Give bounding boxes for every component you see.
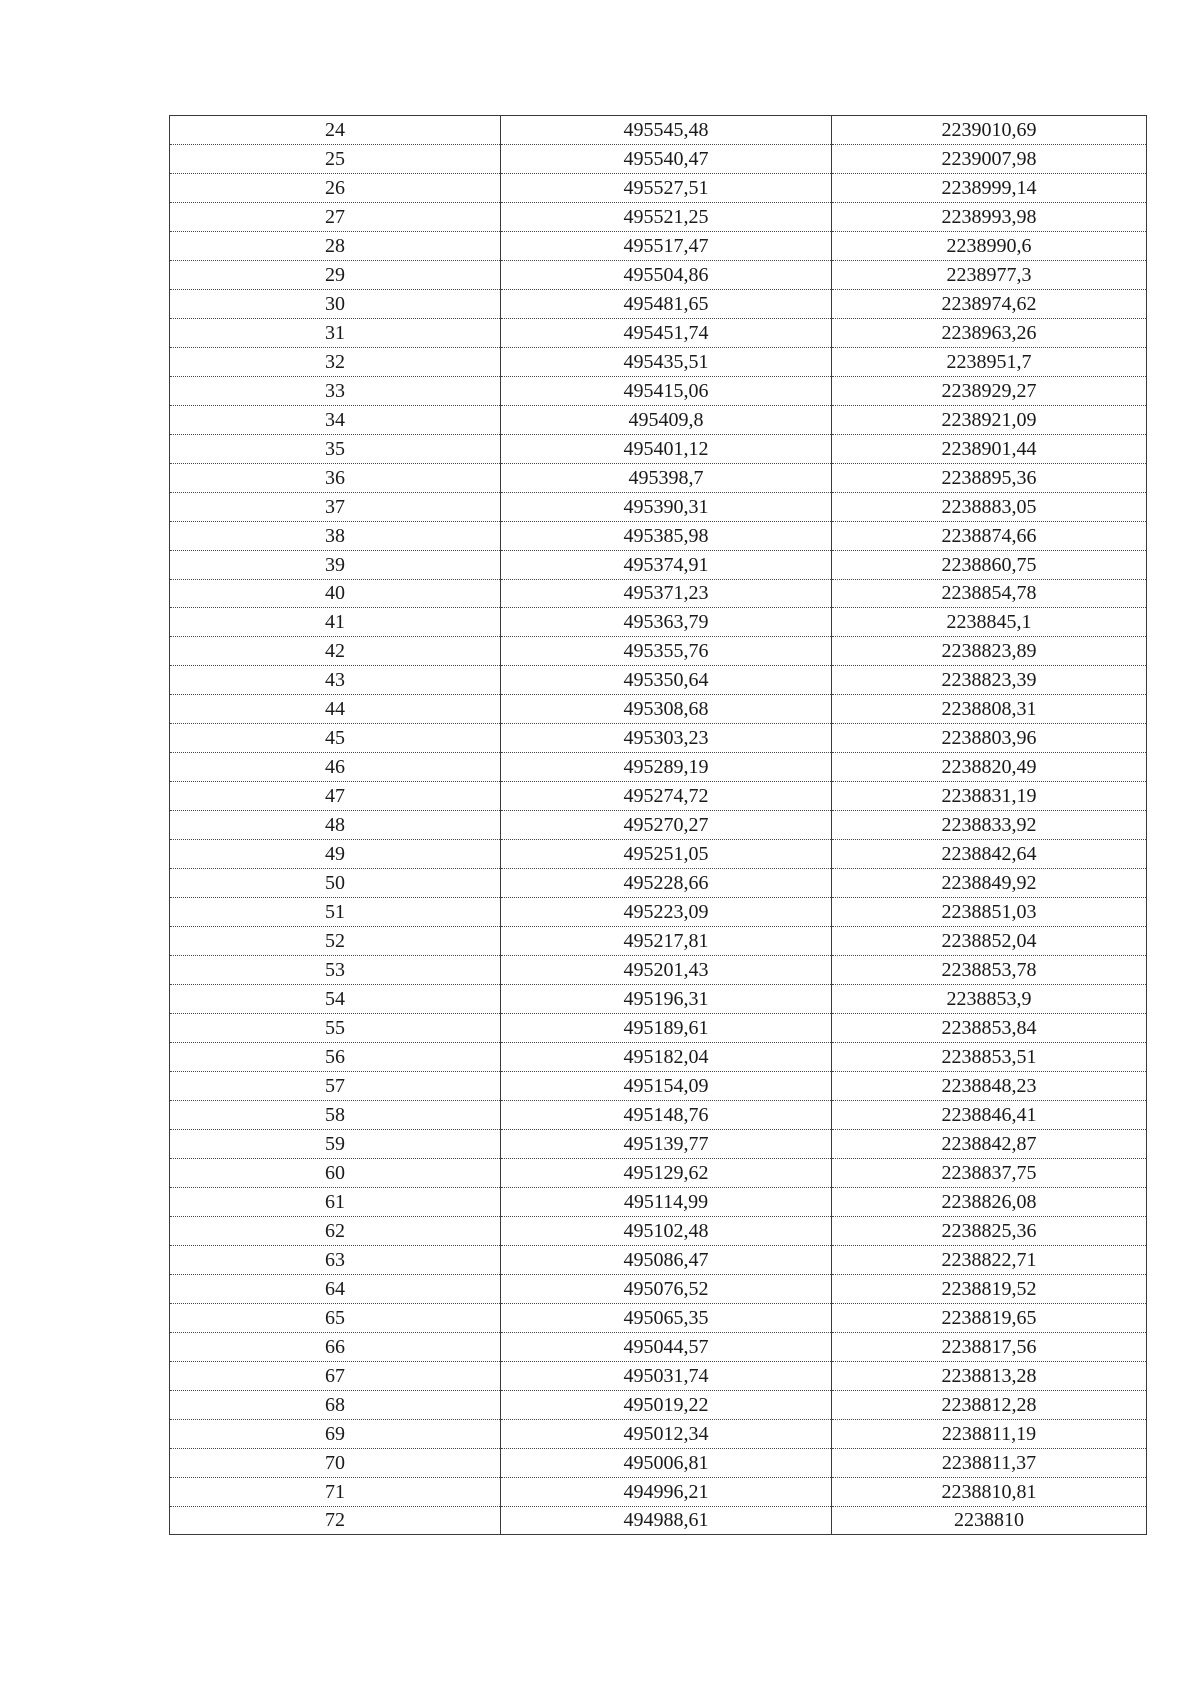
y-coordinate-cell: 2238883,05 (832, 492, 1147, 521)
y-coordinate-cell: 2238823,39 (832, 666, 1147, 695)
table-row (170, 1274, 1147, 1303)
point-number-cell: 62 (170, 1216, 501, 1245)
point-number-cell: 31 (170, 318, 501, 347)
y-coordinate-cell: 2239010,69 (832, 116, 1147, 145)
table-row (170, 1043, 1147, 1072)
point-number-cell: 61 (170, 1187, 501, 1216)
y-coordinate-cell: 2238929,27 (832, 376, 1147, 405)
x-coordinate-cell: 495031,74 (501, 1361, 832, 1390)
table-row (170, 405, 1147, 434)
table-row (170, 347, 1147, 376)
y-coordinate-cell: 2238837,75 (832, 1158, 1147, 1187)
table-row (170, 434, 1147, 463)
point-number-cell: 26 (170, 173, 501, 202)
point-number-cell: 30 (170, 289, 501, 318)
point-number-cell: 27 (170, 202, 501, 231)
table-row (170, 666, 1147, 695)
point-number-cell: 40 (170, 579, 501, 608)
x-coordinate-cell: 495517,47 (501, 231, 832, 260)
table-row (170, 869, 1147, 898)
y-coordinate-cell: 2238874,66 (832, 521, 1147, 550)
table-row (170, 173, 1147, 202)
point-number-cell: 34 (170, 405, 501, 434)
y-coordinate-cell: 2238811,19 (832, 1419, 1147, 1448)
x-coordinate-cell: 495189,61 (501, 1014, 832, 1043)
y-coordinate-cell: 2239007,98 (832, 144, 1147, 173)
y-coordinate-cell: 2238826,08 (832, 1187, 1147, 1216)
x-coordinate-cell: 495228,66 (501, 869, 832, 898)
point-number-cell: 29 (170, 260, 501, 289)
y-coordinate-cell: 2238853,9 (832, 985, 1147, 1014)
y-coordinate-cell: 2238803,96 (832, 724, 1147, 753)
y-coordinate-cell: 2238963,26 (832, 318, 1147, 347)
x-coordinate-cell: 495274,72 (501, 782, 832, 811)
y-coordinate-cell: 2238811,37 (832, 1448, 1147, 1477)
x-coordinate-cell: 495065,35 (501, 1303, 832, 1332)
table-row (170, 1245, 1147, 1274)
table-row (170, 144, 1147, 173)
x-coordinate-cell: 495270,27 (501, 811, 832, 840)
table-row (170, 1129, 1147, 1158)
y-coordinate-cell: 2238810 (832, 1506, 1147, 1535)
y-coordinate-cell: 2238813,28 (832, 1361, 1147, 1390)
y-coordinate-cell: 2238845,1 (832, 608, 1147, 637)
x-coordinate-cell: 495401,12 (501, 434, 832, 463)
table-row (170, 231, 1147, 260)
y-coordinate-cell: 2238808,31 (832, 695, 1147, 724)
point-number-cell: 53 (170, 956, 501, 985)
table-row (170, 811, 1147, 840)
x-coordinate-cell: 495086,47 (501, 1245, 832, 1274)
table-row (170, 840, 1147, 869)
table-row (170, 1419, 1147, 1448)
x-coordinate-cell: 495102,48 (501, 1216, 832, 1245)
point-number-cell: 72 (170, 1506, 501, 1535)
table-row (170, 1506, 1147, 1535)
y-coordinate-cell: 2238812,28 (832, 1390, 1147, 1419)
y-coordinate-cell: 2238825,36 (832, 1216, 1147, 1245)
x-coordinate-cell: 495451,74 (501, 318, 832, 347)
point-number-cell: 48 (170, 811, 501, 840)
x-coordinate-cell: 495504,86 (501, 260, 832, 289)
table-row (170, 695, 1147, 724)
table-row (170, 116, 1147, 145)
y-coordinate-cell: 2238860,75 (832, 550, 1147, 579)
point-number-cell: 24 (170, 116, 501, 145)
point-number-cell: 58 (170, 1100, 501, 1129)
point-number-cell: 33 (170, 376, 501, 405)
y-coordinate-cell: 2238851,03 (832, 898, 1147, 927)
y-coordinate-cell: 2238819,65 (832, 1303, 1147, 1332)
y-coordinate-cell: 2238853,84 (832, 1014, 1147, 1043)
point-number-cell: 42 (170, 637, 501, 666)
point-number-cell: 64 (170, 1274, 501, 1303)
y-coordinate-cell: 2238921,09 (832, 405, 1147, 434)
x-coordinate-cell: 495289,19 (501, 753, 832, 782)
point-number-cell: 55 (170, 1014, 501, 1043)
table-row (170, 1158, 1147, 1187)
x-coordinate-cell: 495398,7 (501, 463, 832, 492)
x-coordinate-cell: 495415,06 (501, 376, 832, 405)
x-coordinate-cell: 495114,99 (501, 1187, 832, 1216)
x-coordinate-cell: 495154,09 (501, 1071, 832, 1100)
table-row (170, 492, 1147, 521)
y-coordinate-cell: 2238852,04 (832, 927, 1147, 956)
point-number-cell: 25 (170, 144, 501, 173)
x-coordinate-cell: 495012,34 (501, 1419, 832, 1448)
point-number-cell: 56 (170, 1043, 501, 1072)
x-coordinate-cell: 495139,77 (501, 1129, 832, 1158)
table-row (170, 1216, 1147, 1245)
x-coordinate-cell: 495545,48 (501, 116, 832, 145)
x-coordinate-cell: 495044,57 (501, 1332, 832, 1361)
table-row (170, 637, 1147, 666)
point-number-cell: 66 (170, 1332, 501, 1361)
point-number-cell: 68 (170, 1390, 501, 1419)
x-coordinate-cell: 495374,91 (501, 550, 832, 579)
point-number-cell: 67 (170, 1361, 501, 1390)
y-coordinate-cell: 2238974,62 (832, 289, 1147, 318)
table-row (170, 1477, 1147, 1506)
point-number-cell: 39 (170, 550, 501, 579)
y-coordinate-cell: 2238993,98 (832, 202, 1147, 231)
coordinates-table-body (170, 116, 1147, 1535)
point-number-cell: 52 (170, 927, 501, 956)
x-coordinate-cell: 495390,31 (501, 492, 832, 521)
table-row (170, 1361, 1147, 1390)
x-coordinate-cell: 495251,05 (501, 840, 832, 869)
y-coordinate-cell: 2238951,7 (832, 347, 1147, 376)
point-number-cell: 69 (170, 1419, 501, 1448)
y-coordinate-cell: 2238990,6 (832, 231, 1147, 260)
point-number-cell: 47 (170, 782, 501, 811)
point-number-cell: 44 (170, 695, 501, 724)
point-number-cell: 65 (170, 1303, 501, 1332)
y-coordinate-cell: 2238853,78 (832, 956, 1147, 985)
table-row (170, 376, 1147, 405)
table-row (170, 289, 1147, 318)
x-coordinate-cell: 495148,76 (501, 1100, 832, 1129)
point-number-cell: 41 (170, 608, 501, 637)
point-number-cell: 35 (170, 434, 501, 463)
y-coordinate-cell: 2238977,3 (832, 260, 1147, 289)
y-coordinate-cell: 2238817,56 (832, 1332, 1147, 1361)
point-number-cell: 71 (170, 1477, 501, 1506)
y-coordinate-cell: 2238842,64 (832, 840, 1147, 869)
y-coordinate-cell: 2238822,71 (832, 1245, 1147, 1274)
x-coordinate-cell: 495006,81 (501, 1448, 832, 1477)
table-row (170, 579, 1147, 608)
point-number-cell: 45 (170, 724, 501, 753)
table-row (170, 1390, 1147, 1419)
x-coordinate-cell: 495129,62 (501, 1158, 832, 1187)
x-coordinate-cell: 495371,23 (501, 579, 832, 608)
point-number-cell: 50 (170, 869, 501, 898)
table-row (170, 985, 1147, 1014)
table-row (170, 550, 1147, 579)
x-coordinate-cell: 494996,21 (501, 1477, 832, 1506)
x-coordinate-cell: 495363,79 (501, 608, 832, 637)
x-coordinate-cell: 495201,43 (501, 956, 832, 985)
x-coordinate-cell: 495217,81 (501, 927, 832, 956)
y-coordinate-cell: 2238846,41 (832, 1100, 1147, 1129)
x-coordinate-cell: 495223,09 (501, 898, 832, 927)
table-row (170, 202, 1147, 231)
table-row (170, 898, 1147, 927)
table-row (170, 782, 1147, 811)
x-coordinate-cell: 495385,98 (501, 521, 832, 550)
table-row (170, 1448, 1147, 1477)
table-row (170, 1100, 1147, 1129)
table-row (170, 1187, 1147, 1216)
table-row (170, 1303, 1147, 1332)
x-coordinate-cell: 495076,52 (501, 1274, 832, 1303)
x-coordinate-cell: 495308,68 (501, 695, 832, 724)
table-row (170, 1014, 1147, 1043)
y-coordinate-cell: 2238833,92 (832, 811, 1147, 840)
table-row (170, 318, 1147, 347)
point-number-cell: 63 (170, 1245, 501, 1274)
point-number-cell: 51 (170, 898, 501, 927)
coordinates-table (169, 115, 1147, 1535)
table-row (170, 753, 1147, 782)
x-coordinate-cell: 495521,25 (501, 202, 832, 231)
y-coordinate-cell: 2238848,23 (832, 1071, 1147, 1100)
y-coordinate-cell: 2238819,52 (832, 1274, 1147, 1303)
x-coordinate-cell: 494988,61 (501, 1506, 832, 1535)
x-coordinate-cell: 495527,51 (501, 173, 832, 202)
table-row (170, 521, 1147, 550)
point-number-cell: 32 (170, 347, 501, 376)
y-coordinate-cell: 2238810,81 (832, 1477, 1147, 1506)
y-coordinate-cell: 2238895,36 (832, 463, 1147, 492)
y-coordinate-cell: 2238820,49 (832, 753, 1147, 782)
y-coordinate-cell: 2238842,87 (832, 1129, 1147, 1158)
x-coordinate-cell: 495409,8 (501, 405, 832, 434)
point-number-cell: 60 (170, 1158, 501, 1187)
table-row (170, 1071, 1147, 1100)
table-row (170, 463, 1147, 492)
point-number-cell: 46 (170, 753, 501, 782)
x-coordinate-cell: 495481,65 (501, 289, 832, 318)
y-coordinate-cell: 2238849,92 (832, 869, 1147, 898)
table-row (170, 956, 1147, 985)
table-row (170, 1332, 1147, 1361)
point-number-cell: 59 (170, 1129, 501, 1158)
y-coordinate-cell: 2238854,78 (832, 579, 1147, 608)
point-number-cell: 28 (170, 231, 501, 260)
y-coordinate-cell: 2238901,44 (832, 434, 1147, 463)
y-coordinate-cell: 2238831,19 (832, 782, 1147, 811)
point-number-cell: 57 (170, 1071, 501, 1100)
x-coordinate-cell: 495182,04 (501, 1043, 832, 1072)
table-row (170, 260, 1147, 289)
x-coordinate-cell: 495435,51 (501, 347, 832, 376)
x-coordinate-cell: 495303,23 (501, 724, 832, 753)
point-number-cell: 54 (170, 985, 501, 1014)
y-coordinate-cell: 2238853,51 (832, 1043, 1147, 1072)
point-number-cell: 36 (170, 463, 501, 492)
table-row (170, 724, 1147, 753)
table-row (170, 608, 1147, 637)
y-coordinate-cell: 2238823,89 (832, 637, 1147, 666)
point-number-cell: 37 (170, 492, 501, 521)
point-number-cell: 49 (170, 840, 501, 869)
y-coordinate-cell: 2238999,14 (832, 173, 1147, 202)
point-number-cell: 70 (170, 1448, 501, 1477)
x-coordinate-cell: 495355,76 (501, 637, 832, 666)
x-coordinate-cell: 495196,31 (501, 985, 832, 1014)
point-number-cell: 38 (170, 521, 501, 550)
x-coordinate-cell: 495350,64 (501, 666, 832, 695)
x-coordinate-cell: 495019,22 (501, 1390, 832, 1419)
point-number-cell: 43 (170, 666, 501, 695)
table-row (170, 927, 1147, 956)
x-coordinate-cell: 495540,47 (501, 144, 832, 173)
